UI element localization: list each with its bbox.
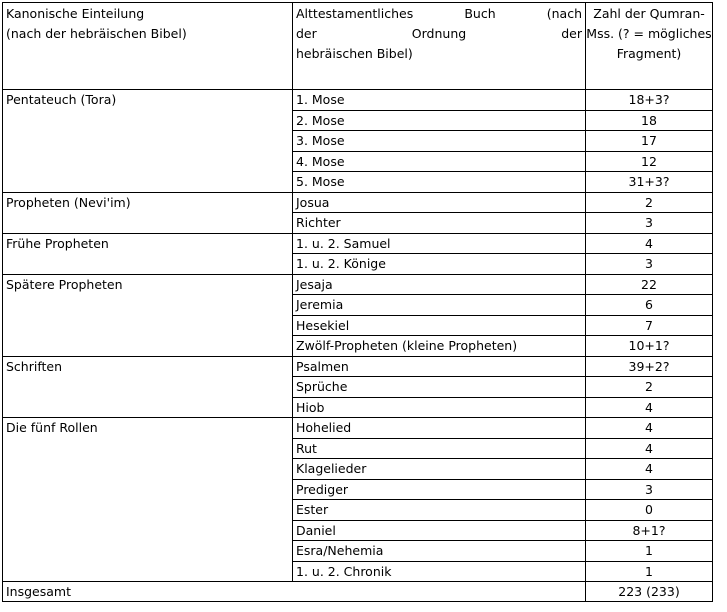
qumran-table bbox=[2, 2, 713, 602]
total-label: Insgesamt bbox=[3, 582, 586, 602]
manuscript-count-cell: 4 bbox=[586, 397, 713, 418]
header-col2-line1: Alttestamentliches Buch (nach bbox=[296, 6, 582, 21]
book-name-cell: Psalmen bbox=[293, 356, 586, 377]
header-col3-line2: Mss. (? = mögliches bbox=[586, 26, 712, 41]
manuscript-count-cell: 22 bbox=[586, 274, 713, 295]
header-count bbox=[586, 3, 713, 90]
book-name-cell: 1. u. 2. Samuel bbox=[293, 233, 586, 254]
manuscript-count-cell: 7 bbox=[586, 315, 713, 336]
book-name-cell: 3. Mose bbox=[293, 131, 586, 152]
table-row bbox=[3, 418, 713, 439]
total-count: 223 (233) bbox=[586, 582, 713, 602]
table-row bbox=[3, 192, 713, 213]
book-name-cell: Esra/Nehemia bbox=[293, 541, 586, 562]
group-name-cell: Schriften bbox=[3, 356, 293, 418]
book-name-cell: 1. u. 2. Könige bbox=[293, 254, 586, 275]
group-name-cell: Pentateuch (Tora) bbox=[3, 90, 293, 193]
header-col3-line1: Zahl der Qumran- bbox=[593, 6, 705, 21]
book-name-cell: Hiob bbox=[293, 397, 586, 418]
manuscript-count-cell: 3 bbox=[586, 479, 713, 500]
header-col2-line3: hebräischen Bibel) bbox=[296, 46, 413, 61]
header-book bbox=[293, 3, 586, 90]
header-col1-line1: Kanonische Einteilung bbox=[6, 6, 145, 21]
manuscript-count-cell: 3 bbox=[586, 254, 713, 275]
header-col2-line2: der Ordnung der bbox=[296, 26, 582, 41]
book-name-cell: Jeremia bbox=[293, 295, 586, 316]
book-name-cell: 5. Mose bbox=[293, 172, 586, 193]
group-name-cell: Frühe Propheten bbox=[3, 233, 293, 274]
book-name-cell: Rut bbox=[293, 438, 586, 459]
book-name-cell: Zwölf-Propheten (kleine Propheten) bbox=[293, 336, 586, 357]
book-name-cell: Sprüche bbox=[293, 377, 586, 398]
book-name-cell: 1. Mose bbox=[293, 90, 586, 111]
manuscript-count-cell: 31+3? bbox=[586, 172, 713, 193]
book-name-cell: 4. Mose bbox=[293, 151, 586, 172]
book-name-cell: Hesekiel bbox=[293, 315, 586, 336]
manuscript-count-cell: 0 bbox=[586, 500, 713, 521]
group-name-cell: Propheten (Nevi'im) bbox=[3, 192, 293, 233]
book-name-cell: Richter bbox=[293, 213, 586, 234]
manuscript-count-cell: 1 bbox=[586, 561, 713, 582]
table-row bbox=[3, 233, 713, 254]
manuscript-count-cell: 17 bbox=[586, 131, 713, 152]
manuscript-count-cell: 4 bbox=[586, 233, 713, 254]
book-name-cell: Daniel bbox=[293, 520, 586, 541]
manuscript-count-cell: 39+2? bbox=[586, 356, 713, 377]
manuscript-count-cell: 6 bbox=[586, 295, 713, 316]
group-name-cell: Die fünf Rollen bbox=[3, 418, 293, 582]
header-canonical-division bbox=[3, 3, 293, 90]
book-name-cell: Prediger bbox=[293, 479, 586, 500]
table-row bbox=[3, 356, 713, 377]
book-name-cell: Josua bbox=[293, 192, 586, 213]
table-row bbox=[3, 90, 713, 111]
manuscript-count-cell: 1 bbox=[586, 541, 713, 562]
header-col3-line3: Fragment) bbox=[616, 46, 682, 61]
book-name-cell: 2. Mose bbox=[293, 110, 586, 131]
table-body bbox=[3, 3, 713, 602]
group-name-cell: Spätere Propheten bbox=[3, 274, 293, 356]
book-name-cell: Jesaja bbox=[293, 274, 586, 295]
total-row bbox=[3, 582, 713, 602]
manuscript-count-cell: 2 bbox=[586, 192, 713, 213]
manuscript-count-cell: 8+1? bbox=[586, 520, 713, 541]
manuscript-count-cell: 4 bbox=[586, 418, 713, 439]
book-name-cell: Klagelieder bbox=[293, 459, 586, 480]
table-row bbox=[3, 274, 713, 295]
header-col1-line2: (nach der hebräischen Bibel) bbox=[6, 26, 187, 41]
manuscript-count-cell: 2 bbox=[586, 377, 713, 398]
book-name-cell: Hohelied bbox=[293, 418, 586, 439]
manuscript-count-cell: 4 bbox=[586, 438, 713, 459]
manuscript-count-cell: 18 bbox=[586, 110, 713, 131]
manuscript-count-cell: 3 bbox=[586, 213, 713, 234]
header-row bbox=[3, 3, 713, 90]
manuscript-count-cell: 12 bbox=[586, 151, 713, 172]
manuscript-count-cell: 10+1? bbox=[586, 336, 713, 357]
book-name-cell: Ester bbox=[293, 500, 586, 521]
book-name-cell: 1. u. 2. Chronik bbox=[293, 561, 586, 582]
manuscript-count-cell: 18+3? bbox=[586, 90, 713, 111]
manuscript-count-cell: 4 bbox=[586, 459, 713, 480]
